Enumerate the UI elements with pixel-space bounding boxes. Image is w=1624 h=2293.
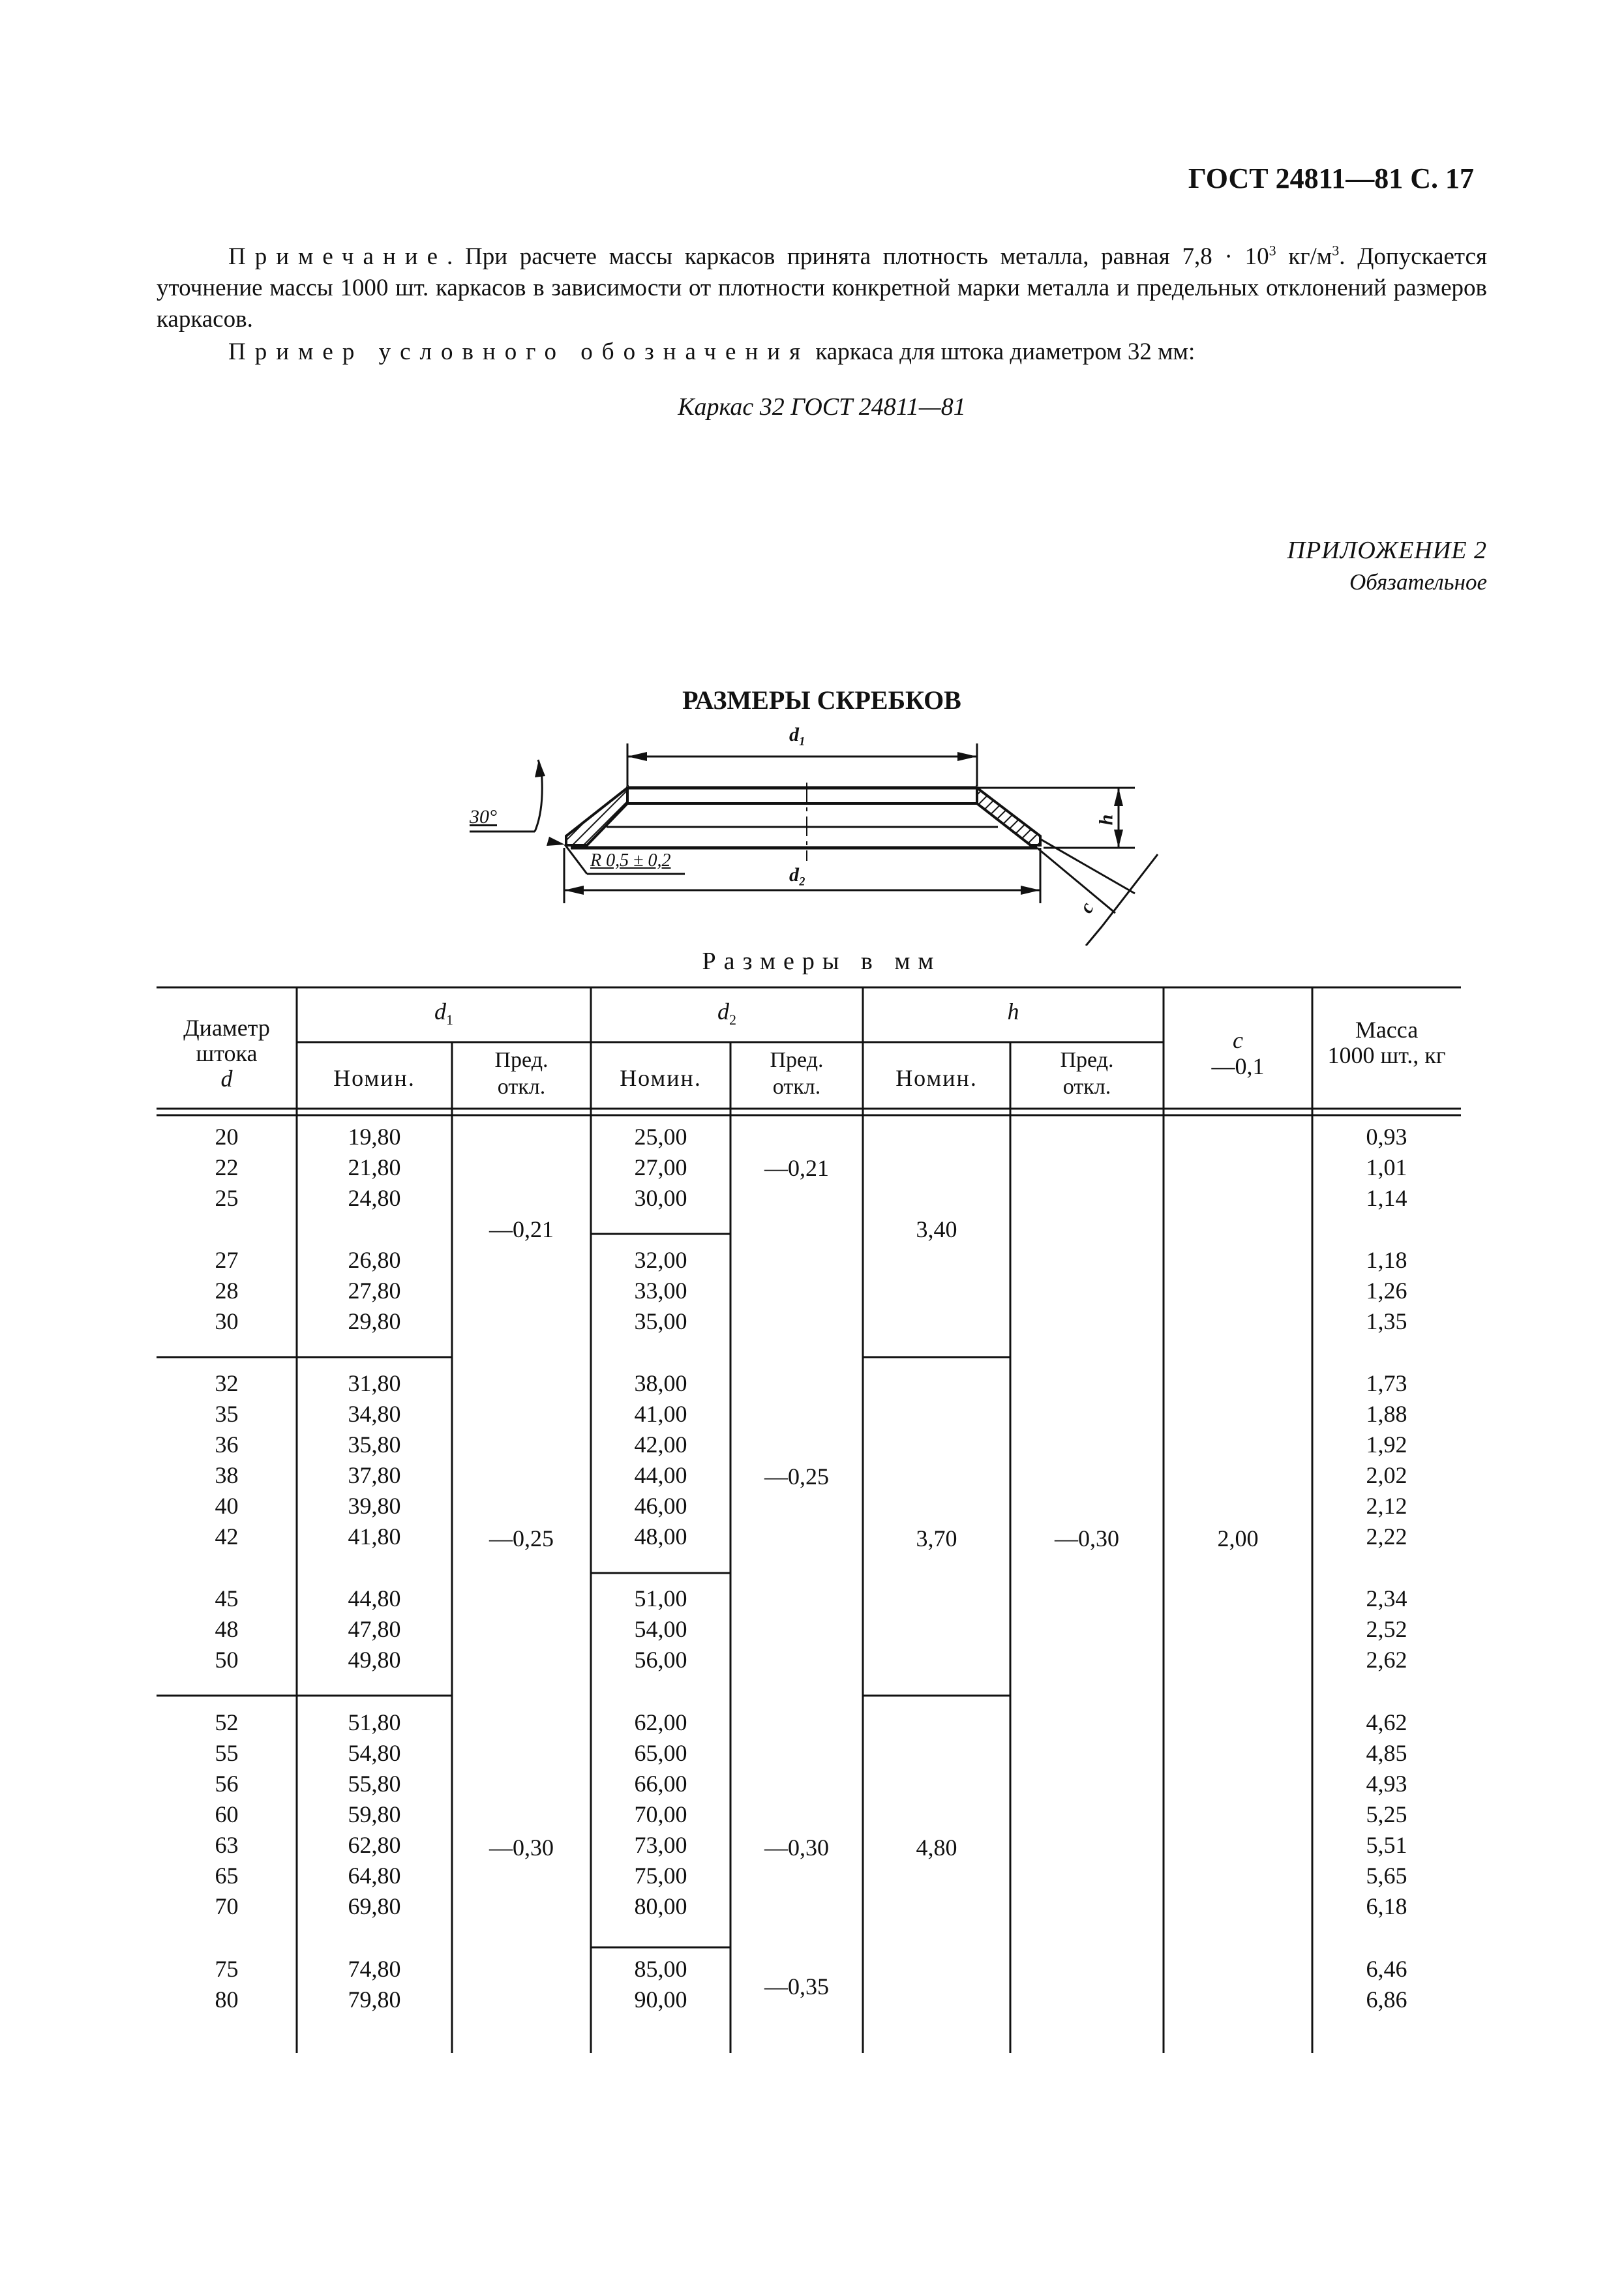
cell-mass: 2,34 [1366, 1585, 1407, 1611]
cell-d2-nominal: 25,00 [634, 1124, 687, 1150]
cell-d1-nominal: 54,80 [348, 1740, 401, 1766]
page-header: ГОСТ 24811—81 С. 17 [1188, 162, 1474, 194]
cell-rod-diameter: 60 [215, 1801, 239, 1827]
cell-mass: 1,73 [1366, 1370, 1407, 1396]
h-nominal-group-1: 3,40 [916, 1216, 957, 1242]
cell-d1-nominal: 19,80 [348, 1124, 401, 1150]
appendix-subtitle: Обязательное [1349, 569, 1487, 595]
cell-mass: 4,85 [1366, 1740, 1407, 1766]
cell-d2-nominal: 51,00 [634, 1585, 687, 1611]
header-mass-l1: Масса [1355, 1017, 1419, 1043]
cell-mass: 4,62 [1366, 1709, 1407, 1735]
cell-d1-nominal: 55,80 [348, 1771, 401, 1797]
cell-rod-diameter: 25 [215, 1185, 239, 1211]
cell-rod-diameter: 63 [215, 1832, 239, 1858]
cell-rod-diameter: 32 [215, 1370, 239, 1396]
drawing-label-c: c [1075, 898, 1098, 917]
cell-mass: 2,12 [1366, 1493, 1407, 1519]
cell-mass: 5,65 [1366, 1863, 1407, 1889]
h-deviation: —0,30 [1055, 1525, 1119, 1551]
cell-mass: 5,51 [1366, 1832, 1407, 1858]
note-text-2: кг/м [1276, 243, 1332, 270]
cell-rod-diameter: 48 [215, 1616, 239, 1642]
cell-d1-nominal: 49,80 [348, 1647, 401, 1673]
header-h: h [1007, 998, 1019, 1025]
header-mass-l2: 1000 шт., кг [1327, 1042, 1446, 1068]
cell-d2-nominal: 32,00 [634, 1247, 687, 1273]
cell-d2-nominal: 33,00 [634, 1278, 687, 1304]
cell-mass: 6,46 [1366, 1956, 1407, 1982]
cell-d2-nominal: 56,00 [634, 1647, 687, 1673]
d2-deviation-group-1: —0,21 [764, 1155, 829, 1181]
drawing-label-angle: 30° [470, 806, 497, 828]
header-diameter-l1: Диаметр [183, 1015, 270, 1041]
cell-rod-diameter: 45 [215, 1585, 239, 1611]
drawing-label-d2: d₂ [789, 864, 806, 886]
cell-mass: 1,01 [1366, 1154, 1407, 1180]
d2-deviation-group-3: —0,30 [764, 1835, 829, 1861]
cell-mass: 6,86 [1366, 1986, 1407, 2013]
cell-rod-diameter: 55 [215, 1740, 239, 1766]
cell-d2-nominal: 62,00 [634, 1709, 687, 1735]
cell-mass: 4,93 [1366, 1771, 1407, 1797]
cell-d1-nominal: 34,80 [348, 1401, 401, 1427]
cell-d2-nominal: 48,00 [634, 1523, 687, 1550]
cell-d1-nominal: 21,80 [348, 1154, 401, 1180]
cell-rod-diameter: 22 [215, 1154, 239, 1180]
cell-mass: 1,92 [1366, 1431, 1407, 1458]
cell-mass: 1,18 [1366, 1247, 1407, 1273]
cell-d2-nominal: 66,00 [634, 1771, 687, 1797]
example-text: каркаса для штока диаметром 32 мм: [809, 338, 1195, 365]
header-c-tolerance: —0,1 [1211, 1053, 1265, 1079]
cell-d2-nominal: 85,00 [634, 1956, 687, 1982]
header-d1-sub: 1 [446, 1012, 453, 1028]
cell-mass: 0,93 [1366, 1124, 1407, 1150]
example-lead: Пример условного обозначения [228, 338, 810, 365]
cell-mass: 2,52 [1366, 1616, 1407, 1642]
cell-d2-nominal: 44,00 [634, 1462, 687, 1488]
cell-mass: 2,62 [1366, 1647, 1407, 1673]
cell-mass: 1,88 [1366, 1401, 1407, 1427]
cell-rod-diameter: 50 [215, 1647, 239, 1673]
cell-d1-nominal: 79,80 [348, 1986, 401, 2013]
cell-d1-nominal: 31,80 [348, 1370, 401, 1396]
header-d2 [591, 998, 863, 1028]
appendix-title: ПРИЛОЖЕНИЕ 2 [1287, 537, 1487, 564]
h-nominal-group-2: 3,70 [916, 1525, 957, 1551]
cell-rod-diameter: 70 [215, 1893, 239, 1919]
header-d1-dev-l1: Пред. [494, 1048, 549, 1072]
cell-d2-nominal: 75,00 [634, 1863, 687, 1889]
cell-rod-diameter: 27 [215, 1247, 239, 1273]
cell-d2-nominal: 80,00 [634, 1893, 687, 1919]
cell-d1-nominal: 59,80 [348, 1801, 401, 1827]
cell-rod-diameter: 56 [215, 1771, 239, 1797]
cell-d2-nominal: 41,00 [634, 1401, 687, 1427]
cell-d1-nominal: 62,80 [348, 1832, 401, 1858]
h-nominal-group-3: 4,80 [916, 1835, 957, 1861]
header-diameter [157, 1014, 297, 1042]
cell-rod-diameter: 36 [215, 1431, 239, 1458]
header-d1 [297, 998, 591, 1028]
cell-d1-nominal: 51,80 [348, 1709, 401, 1735]
cell-d2-nominal: 54,00 [634, 1616, 687, 1642]
units-caption: Размеры в мм [702, 948, 942, 975]
cell-rod-diameter: 42 [215, 1523, 239, 1550]
note-lead: Примечание [228, 243, 447, 270]
cell-rod-diameter: 20 [215, 1124, 239, 1150]
designation-example: Каркас 32 ГОСТ 24811—81 [678, 393, 966, 421]
d1-deviation-group-3: —0,30 [489, 1835, 554, 1861]
header-d2-nominal: Номин. [620, 1065, 702, 1091]
note-text-1: . При расчете массы каркасов принята плотность металла, равная 7,8 · 10 [447, 243, 1269, 270]
cell-mass: 5,25 [1366, 1801, 1407, 1827]
cell-d1-nominal: 24,80 [348, 1185, 401, 1211]
cell-d2-nominal: 65,00 [634, 1740, 687, 1766]
header-d2-dev-l1: Пред. [770, 1048, 824, 1072]
c-value: 2,00 [1217, 1525, 1259, 1551]
cell-d2-nominal: 42,00 [634, 1431, 687, 1458]
cell-d1-nominal: 69,80 [348, 1893, 401, 1919]
d2-deviation-group-4: —0,35 [764, 1973, 829, 2000]
header-d1-nominal: Номин. [333, 1065, 415, 1091]
cell-d2-nominal: 90,00 [634, 1986, 687, 2013]
note-exponent: 3 [1269, 242, 1276, 259]
header-d1-letter: d [434, 998, 446, 1025]
cell-mass: 6,18 [1366, 1893, 1407, 1919]
cell-rod-diameter: 28 [215, 1278, 239, 1304]
cell-rod-diameter: 65 [215, 1863, 239, 1889]
cell-d1-nominal: 41,80 [348, 1523, 401, 1550]
cell-mass: 2,02 [1366, 1462, 1407, 1488]
cell-rod-diameter: 80 [215, 1986, 239, 2013]
d1-deviation-group-2: —0,25 [489, 1525, 554, 1551]
cell-rod-diameter: 38 [215, 1462, 239, 1488]
drawing-label-h: h [1095, 814, 1117, 826]
cell-d1-nominal: 74,80 [348, 1956, 401, 1982]
header-d2-dev-l2: откл. [772, 1075, 821, 1099]
header-diameter-l2: штока [196, 1040, 258, 1066]
header-h-dev-l2: откл. [1062, 1075, 1111, 1099]
header-d2-sub: 2 [729, 1012, 736, 1028]
cell-d2-nominal: 27,00 [634, 1154, 687, 1180]
cell-d1-nominal: 26,80 [348, 1247, 401, 1273]
cell-rod-diameter: 30 [215, 1308, 239, 1334]
cell-d2-nominal: 73,00 [634, 1832, 687, 1858]
cell-d1-nominal: 39,80 [348, 1493, 401, 1519]
d1-deviation-group-1: —0,21 [489, 1216, 554, 1242]
drawing-label-radius: R 0,5 ± 0,2 [590, 850, 671, 871]
cell-d2-nominal: 30,00 [634, 1185, 687, 1211]
note-text-3: . Допускается уточнение массы 1000 шт. каркасов в зависимости от плотности конкретной марки металла и предельных отклонений размеров каркасов. [157, 243, 1487, 333]
cell-d2-nominal: 70,00 [634, 1801, 687, 1827]
d2-deviation-group-2: —0,25 [764, 1463, 829, 1490]
cell-d1-nominal: 64,80 [348, 1863, 401, 1889]
cell-d2-nominal: 38,00 [634, 1370, 687, 1396]
cell-d1-nominal: 44,80 [348, 1585, 401, 1611]
drawing-label-d1: d₁ [789, 724, 806, 745]
cell-rod-diameter: 75 [215, 1956, 239, 1982]
header-d1-dev-l2: откл. [497, 1075, 546, 1099]
header-h-nominal: Номин. [895, 1065, 978, 1091]
cell-d2-nominal: 35,00 [634, 1308, 687, 1334]
cell-rod-diameter: 35 [215, 1401, 239, 1427]
header-c: c [1233, 1027, 1243, 1053]
cell-d1-nominal: 29,80 [348, 1308, 401, 1334]
cell-d2-nominal: 46,00 [634, 1493, 687, 1519]
cell-mass: 1,14 [1366, 1185, 1407, 1211]
cell-mass: 1,35 [1366, 1308, 1407, 1334]
note-exponent-2: 3 [1332, 242, 1340, 259]
header-diameter-l3: d [220, 1066, 233, 1092]
cell-d1-nominal: 37,80 [348, 1462, 401, 1488]
cell-mass: 1,26 [1366, 1278, 1407, 1304]
header-h-dev-l1: Пред. [1060, 1048, 1114, 1072]
cell-d1-nominal: 47,80 [348, 1616, 401, 1642]
header-d2-letter: d [717, 998, 729, 1025]
section-title: РАЗМЕРЫ СКРЕБКОВ [682, 685, 961, 715]
cell-rod-diameter: 52 [215, 1709, 239, 1735]
cell-d1-nominal: 27,80 [348, 1278, 401, 1304]
cell-d1-nominal: 35,80 [348, 1431, 401, 1458]
cell-mass: 2,22 [1366, 1523, 1407, 1550]
cell-rod-diameter: 40 [215, 1493, 239, 1519]
